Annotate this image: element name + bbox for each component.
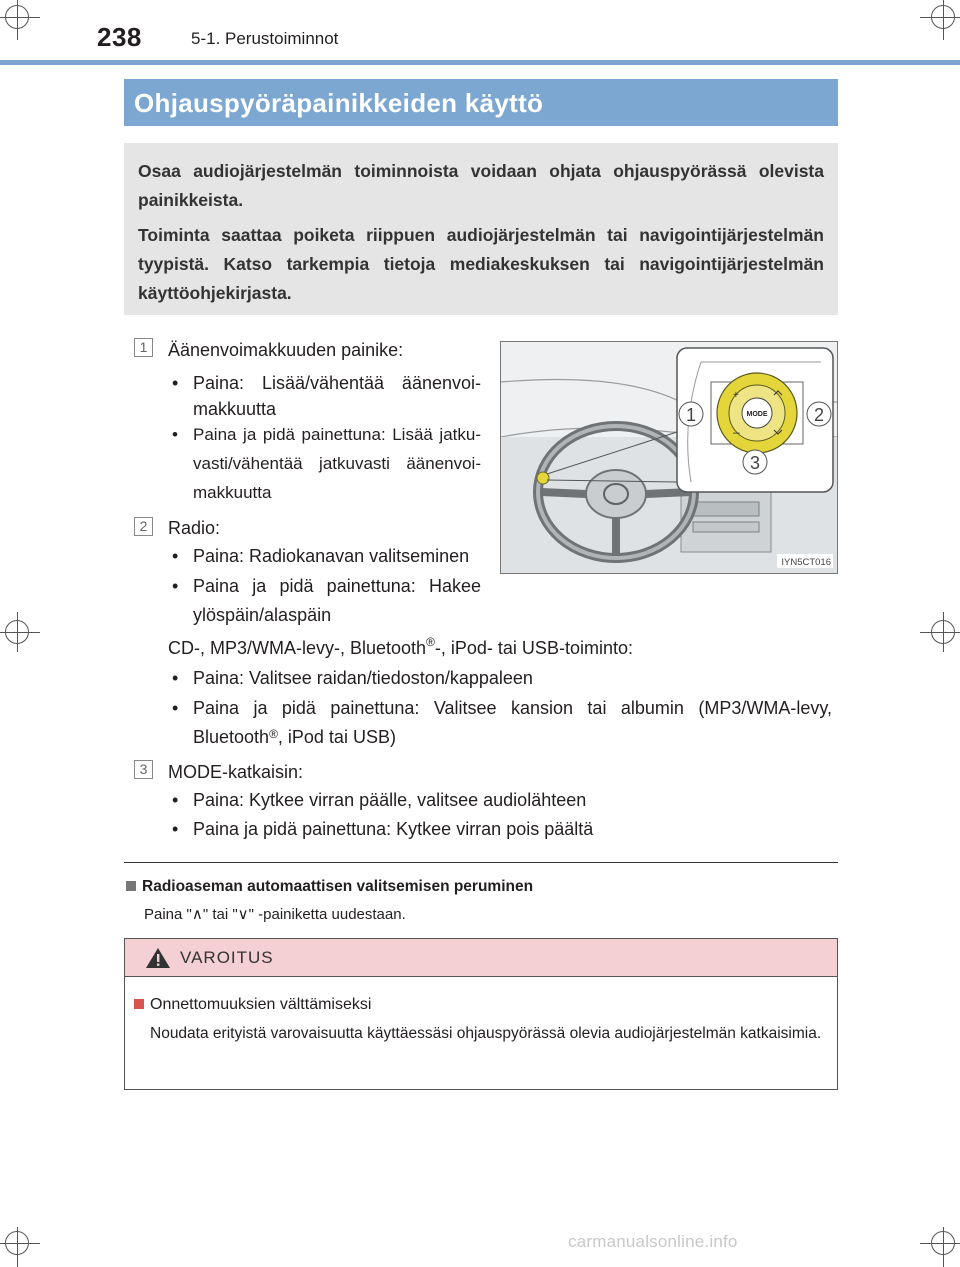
bullet: • — [172, 425, 178, 444]
warning-title: VAROITUS — [180, 948, 274, 967]
cd-bullet-1 — [172, 664, 832, 694]
crop-mark-mid-right — [920, 612, 960, 652]
note-heading-text: Radioaseman automaattisen valitsemisen peruminen — [142, 878, 534, 895]
square-bullet-icon — [126, 881, 136, 891]
page-title-bar — [124, 79, 838, 126]
crop-mark-bottom-left — [0, 1227, 40, 1267]
item-3-bullet-1 — [172, 786, 832, 816]
intro-paragraph-2: Toiminta saattaa poiketa riippuen audiojärjestelmän tai navigointijärjestelmän tyypistä. Katso tarkempia tietoja mediakeskuksen tai navigointijärjestelmän käyttöohjekirjasta. — [138, 225, 824, 303]
bullet-text: Paina: Valitsee raidan/tiedoston/kappaleen — [193, 668, 533, 688]
callout-2: 2 — [813, 405, 825, 425]
item-1-label: Äänenvoimakkuuden painike: — [168, 340, 404, 360]
item-number-3: 3 — [134, 760, 153, 779]
steering-wheel-illustration — [500, 341, 838, 574]
bullet-text: Paina: Radiokanavan valitseminen — [193, 546, 470, 566]
intro-box — [124, 143, 838, 315]
crop-mark-bottom-right — [920, 1227, 960, 1267]
bullet-text: Paina ja pidä painettuna: Hakee — [193, 576, 481, 596]
bullet-text: Paina ja pidä painettuna: Kytkee virran pois päältä — [193, 819, 594, 839]
crop-mark-top-left — [0, 0, 40, 40]
item-number-1: 1 — [134, 338, 153, 357]
mode-button-label: MODE — [746, 411, 768, 418]
registered-mark: ® — [269, 727, 278, 741]
section-title: 5-1. Perustoiminnot — [191, 29, 339, 48]
bullet-text: Paina: Kytkee virran päälle, valitsee audiolähteen — [193, 790, 587, 810]
item-3-bullet-2 — [172, 815, 832, 845]
bullet-text: makkuutta — [193, 399, 277, 419]
bullet-text: Paina ja pidä painettuna: Lisää jatku- — [193, 425, 481, 444]
note-text: Paina "∧" tai "∨" -painiketta uudestaan. — [144, 906, 406, 923]
bullet: • — [172, 576, 179, 596]
cd-label-text: CD-, MP3/WMA-levy-, Bluetooth — [168, 638, 427, 658]
bullet: • — [172, 546, 179, 566]
bullet: • — [172, 373, 179, 393]
callout-3: 3 — [749, 453, 761, 473]
registered-mark: ® — [426, 635, 435, 649]
svg-text:+: + — [733, 390, 739, 401]
item-2-label: Radio: — [168, 518, 221, 538]
item-2-bullet-2 — [172, 572, 481, 632]
warning-subheading — [134, 996, 371, 1014]
warning-text: Noudata erityistä varovaisuutta käyttäessäsi ohjauspyörässä olevia audiojärjestelmän katkaisimia. — [150, 1025, 822, 1042]
svg-text:–: – — [733, 425, 740, 439]
warning-subheading-text: Onnettomuuksien välttämiseksi — [150, 996, 372, 1013]
bullet-text: makkuutta — [193, 483, 272, 502]
crop-mark-top-right — [920, 0, 960, 40]
bullet-text: Paina ja pidä painettuna: Valitsee kansion tai albumin (MP3/WMA-levy, — [193, 698, 832, 718]
item-number-2: 2 — [134, 517, 153, 536]
cd-label-text: -, iPod- tai USB-toiminto: — [434, 638, 633, 658]
bullet-text: Paina: Lisää/vähentää äänenvoi- — [193, 373, 481, 393]
page-title: Ohjauspyöräpainikkeiden käyttö — [134, 88, 544, 118]
cd-bullet-2 — [172, 694, 832, 754]
bullet: • — [172, 790, 179, 810]
watermark: carmanualsonline.info — [568, 1232, 738, 1251]
item-2-bullet-1 — [172, 542, 481, 572]
bullet-text: vasti/vähentää jatkuvasti äänenvoi- — [193, 454, 481, 473]
page-number: 238 — [97, 22, 142, 52]
illustration-code: IYN5CT016 — [781, 557, 831, 568]
crop-mark-mid-left — [0, 612, 40, 652]
section-separator — [124, 862, 838, 863]
warning-header — [125, 939, 837, 977]
bullet-text: , iPod tai USB) — [277, 727, 396, 747]
item-1-bullet-2 — [172, 420, 481, 510]
bullet: • — [172, 698, 179, 718]
warning-box — [124, 938, 838, 1090]
cd-mode-label — [168, 635, 633, 659]
callout-1: 1 — [685, 405, 697, 425]
bullet-text: Bluetooth — [193, 727, 270, 747]
bullet-text: ylöspäin/alaspäin — [193, 605, 332, 625]
item-3-label: MODE-katkaisin: — [168, 762, 304, 782]
note-heading — [126, 878, 533, 896]
bullet-text-line-2 — [193, 723, 396, 752]
warning-triangle-icon — [145, 947, 171, 969]
dashboard-drawing — [501, 342, 837, 573]
bullet: • — [172, 668, 179, 688]
header-rule — [0, 60, 960, 65]
intro-paragraph-1: Osaa audiojärjestelmän toiminnoista voidaan ohjata ohjauspyörässä olevista painikkeista. — [138, 161, 824, 210]
square-bullet-icon — [134, 999, 144, 1009]
bullet: • — [172, 819, 179, 839]
